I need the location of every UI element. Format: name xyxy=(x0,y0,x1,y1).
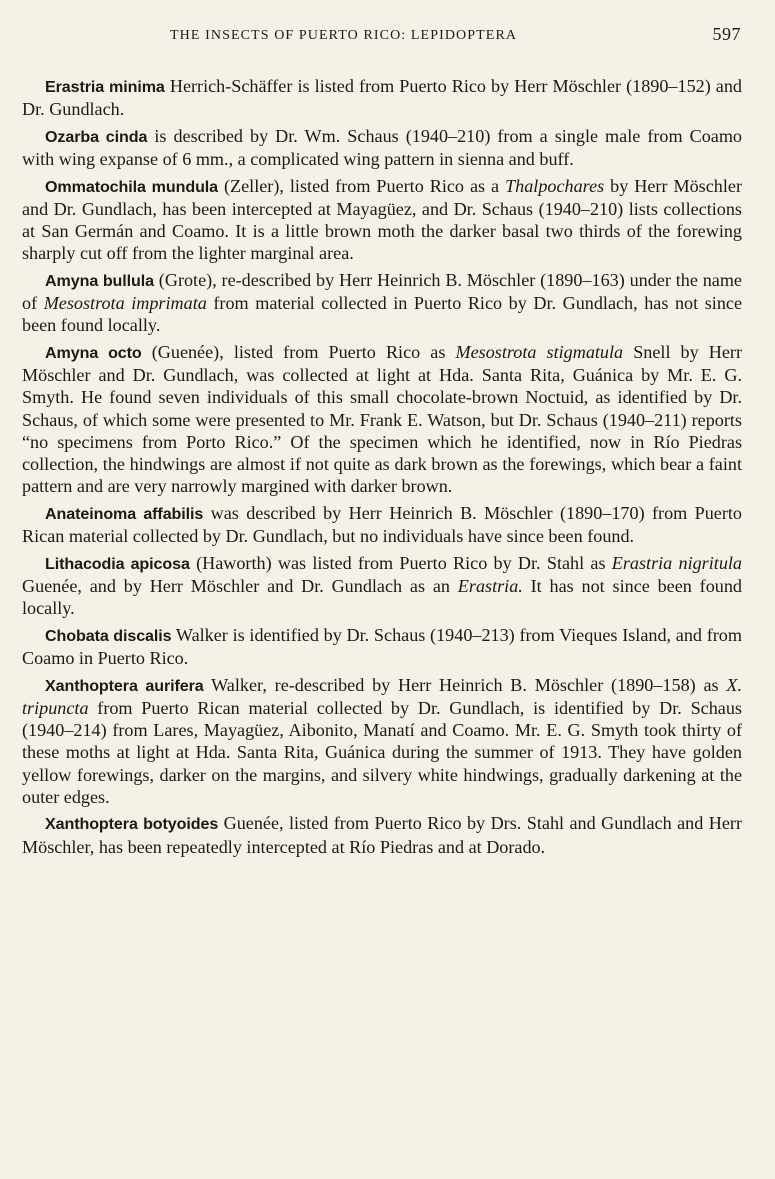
body-text xyxy=(22,75,742,858)
entry-text: (Haworth) was listed from Puerto Rico by Dr. Stahl as xyxy=(189,552,612,573)
species-name: Anateinoma affabilis xyxy=(45,504,204,523)
entry-text: from material collected in Puerto Rico by Dr. Gundlach, has not since been found locally. xyxy=(22,293,742,336)
entry-text: from Puerto Rican material collected by Dr. Gundlach, is identified by Dr. Schaus (1940–214) from Lares, Mayagüez, Aibonito, Manatí and Coamo. Mr. E. G. Smyth took thirty of these moths at light at Hda. Santa Rita, Guánica during the summer of 1913. They have golden yellow forewings, darker on the margins, and silvery white hindwings, gradually darkening at the outer edges. xyxy=(22,697,742,807)
entry-text: (Zeller), listed from Puerto Rico as a xyxy=(218,175,506,196)
species-entry xyxy=(22,674,742,809)
species-entry xyxy=(22,75,742,121)
entry-text: Walker, re-described by Herr Heinrich B. Möschler (1890–158) as xyxy=(203,674,727,695)
entry-text: Snell by Herr Möschler and Dr. Gundlach, was collected at light at Hda. Santa Rita, Guánica by Mr. E. G. Smyth. He found seven individuals of this small chocolate-brown Noctuid, as identified by Dr. Schaus, of which some were presented to Mr. Frank E. Watson, but Dr. Schaus (1940–211) reports “no specimens from Porto Rico.” Of the specimen which he identified, now in Río Piedras collection, the hindwings are almost if not quite as dark brown as the forewings, which bear a faint pattern and are very narrowly margined with darker brown. xyxy=(22,341,743,497)
entry-text: (Guenée), listed from Puerto Rico as xyxy=(141,341,456,362)
entry-text: Herrich-Schäffer is listed from Puerto Rico by Herr Möschler (1890–152) and Dr. Gundlach. xyxy=(22,76,743,120)
species-entry xyxy=(22,269,742,337)
italic-taxon-name: Mesostrota stigmatula xyxy=(455,341,624,362)
entry-text: was described by Herr Heinrich B. Möschler (1890–170) from Puerto Rican material collected by Dr. Gundlach, but no individuals have since been found. xyxy=(22,502,742,547)
italic-taxon-name: Erastria nigritula xyxy=(611,552,742,573)
species-name: Amyna octo xyxy=(45,343,142,362)
species-entry xyxy=(22,125,742,171)
species-name: Ommatochila mundula xyxy=(45,177,219,196)
italic-taxon-name: Mesostrota imprimata xyxy=(43,293,207,314)
entry-text: Guenée, listed from Puerto Rico by Drs. Stahl and Gundlach and Herr Möschler, has been repeatedly intercepted at Río Piedras and at Dorado. xyxy=(22,813,742,857)
entry-text: Walker is identified by Dr. Schaus (1940–213) from Vieques Island, and from Coamo in Puerto Rico. xyxy=(22,624,742,669)
species-name: Chobata discalis xyxy=(45,626,172,645)
entry-text: is described by Dr. Wm. Schaus (1940–210) from a single male from Coamo with wing expanse of 6 mm., a complicated wing pattern in sienna and buff. xyxy=(22,125,743,170)
entry-text: (Grote), re-described by Herr Heinrich B. Möschler (1890–163) under the name of xyxy=(22,269,742,314)
species-entry xyxy=(22,175,742,265)
species-entry xyxy=(22,812,742,858)
species-name: Xanthoptera aurifera xyxy=(45,676,204,695)
species-entry xyxy=(22,341,742,498)
italic-taxon-name: Erastria. xyxy=(457,576,523,597)
species-name: Lithacodia apicosa xyxy=(45,554,190,573)
page-number: 597 xyxy=(712,24,741,44)
entry-text: It has not since been found locally. xyxy=(22,576,742,619)
species-name: Erastria minima xyxy=(45,78,165,96)
species-name: Xanthoptera botyoides xyxy=(45,815,219,834)
entry-text: Guenée, and by Herr Möschler and Dr. Gundlach as an xyxy=(22,576,458,597)
species-entry xyxy=(22,624,742,670)
species-name: Amyna bullula xyxy=(45,271,154,290)
italic-taxon-name: Thalpochares xyxy=(505,175,605,196)
italic-taxon-name: X. tripuncta xyxy=(22,674,742,718)
species-entry xyxy=(22,502,742,548)
running-head xyxy=(22,24,741,48)
species-entry xyxy=(22,552,742,620)
running-title: THE INSECTS OF PUERTO RICO: LEPIDOPTERA xyxy=(170,28,518,43)
species-name: Ozarba cinda xyxy=(45,127,148,146)
entry-text: by Herr Möschler and Dr. Gundlach, has been intercepted at Mayagüez, and Dr. Schaus (1940–210) lists collections at San Germán and Coamo. It is a little brown moth the darker basal two thirds of the forewing sharply cut off from the lighter marginal area. xyxy=(22,175,742,264)
